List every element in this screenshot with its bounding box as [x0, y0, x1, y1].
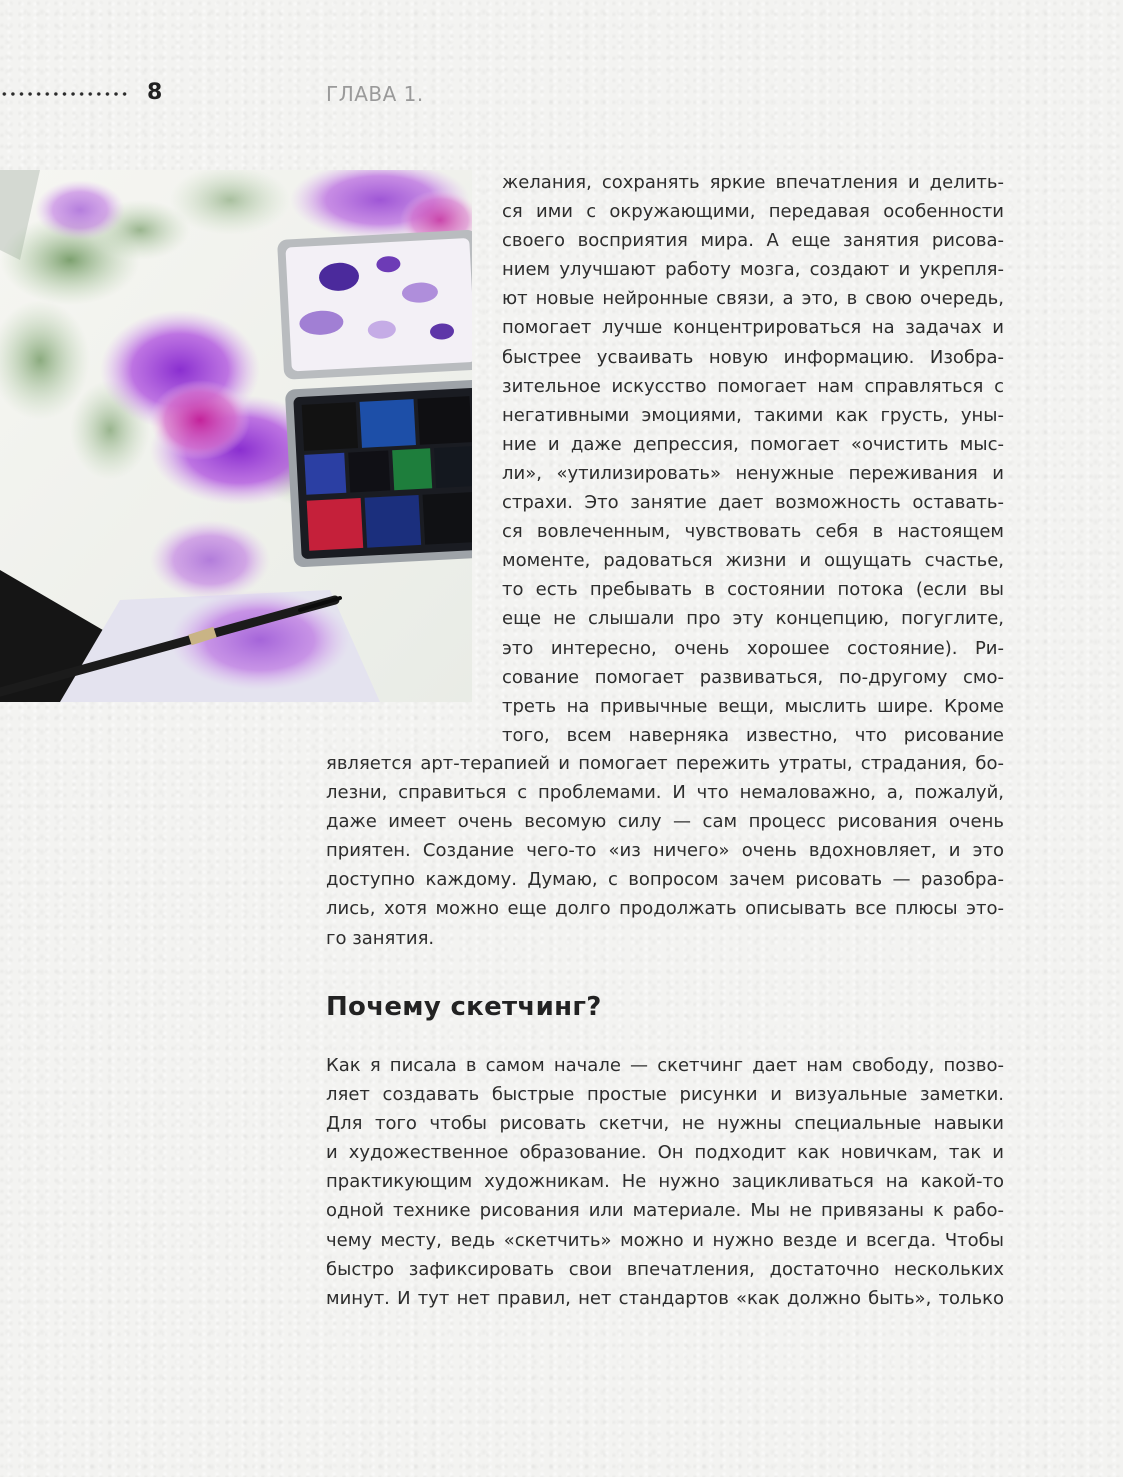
text-line: является арт-терапией и помогает пережить утраты, страдания, бо- — [326, 753, 1004, 774]
text-line: минут. И тут нет правил, нет стандартов «как должно быть», только — [326, 1287, 1004, 1309]
text-line: практикующим художникам. Не нужно зацикливаться на какой-то — [326, 1171, 1004, 1193]
text-line: того, всем наверняка известно, что рисование — [502, 724, 1004, 746]
section-body — [326, 1051, 1004, 1313]
text-line: лезни, справиться с проблемами. И что немаловажно, а, пожалуй, — [326, 782, 1004, 804]
text-line: ся ими с окружающими, передавая особенности — [502, 201, 1004, 223]
text-line: доступно каждому. Думаю, с вопросом зачем рисовать — разобра- — [326, 869, 1004, 891]
text-line: быстрее усваивать новую информацию. Изобра- — [502, 346, 1004, 368]
text-line: это интересно, очень хорошее состояние). Ри- — [502, 637, 1004, 659]
text-line: моменте, радоваться жизни и ощущать счастье, — [502, 550, 1004, 572]
text-line: негативными эмоциями, такими как грусть, уны- — [502, 404, 1004, 426]
text-line: ляет создавать быстрые простые рисунки и визуальные заметки. — [326, 1084, 1004, 1106]
text-line: Для того чтобы рисовать скетчи, не нужны специальные навыки — [326, 1113, 1004, 1135]
text-line: Как я писала в самом начале — скетчинг дает нам свободу, позво- — [326, 1055, 1004, 1076]
text-line: еще не слышали про эту концепцию, погуглите, — [502, 608, 1004, 630]
text-line: помогает лучше концентрироваться на задачах и — [502, 317, 1004, 339]
text-line: ние и даже депрессия, помогает «очистить мыс- — [502, 433, 1004, 455]
text-line: ли», «утилизировать» ненужные переживания и — [502, 462, 1004, 484]
text-line: быстро зафиксировать свои впечатления, достаточно нескольких — [326, 1258, 1004, 1280]
text-line: своего восприятия мира. А еще занятия рисова- — [502, 230, 1004, 252]
text-line: лись, хотя можно еще долго продолжать описывать все плюсы это- — [326, 898, 1004, 920]
dotted-rule — [0, 92, 130, 96]
paragraph-wrapped — [502, 168, 1004, 750]
page-header — [0, 80, 1123, 110]
text-line: ся вовлеченным, чувствовать себя в настоящем — [502, 521, 1004, 543]
text-line: желания, сохранять яркие впечатления и делить- — [502, 172, 1004, 193]
text-line: приятен. Создание чего-то «из ничего» очень вдохновляет, и это — [326, 840, 1004, 862]
chapter-label: ГЛАВА 1. — [326, 82, 424, 106]
text-line: и художественное образование. Он подходит как новичкам, так и — [326, 1142, 1004, 1164]
watercolor-photo — [0, 170, 472, 702]
text-line: го занятия. — [326, 927, 435, 949]
text-line: ют новые нейронные связи, а это, в свою очередь, — [502, 288, 1004, 310]
text-line: чему месту, ведь «скетчить» можно и нужно везде и всегда. Чтобы — [326, 1229, 1004, 1251]
section-heading: Почему скетчинг? — [326, 992, 602, 1022]
text-line: треть на привычные вещи, мыслить шире. Кроме — [502, 695, 1004, 717]
text-line: нием улучшают работу мозга, создают и укрепля- — [502, 259, 1004, 281]
text-line: сование помогает развиваться, по-другому смо- — [502, 666, 1004, 688]
text-line: то есть пребывать в состоянии потока (если вы — [502, 579, 1004, 601]
text-line: даже имеет очень весомую силу — сам процесс рисования очень — [326, 811, 1004, 833]
text-line: одной технике рисования или материале. Мы не привязаны к рабо- — [326, 1200, 1004, 1222]
paragraph-continued — [326, 749, 1004, 953]
page-number: 8 — [147, 80, 163, 105]
text-line: страхи. Это занятие дает возможность оставать- — [502, 492, 1004, 514]
text-line: зительное искусство помогает нам справляться с — [502, 375, 1004, 397]
